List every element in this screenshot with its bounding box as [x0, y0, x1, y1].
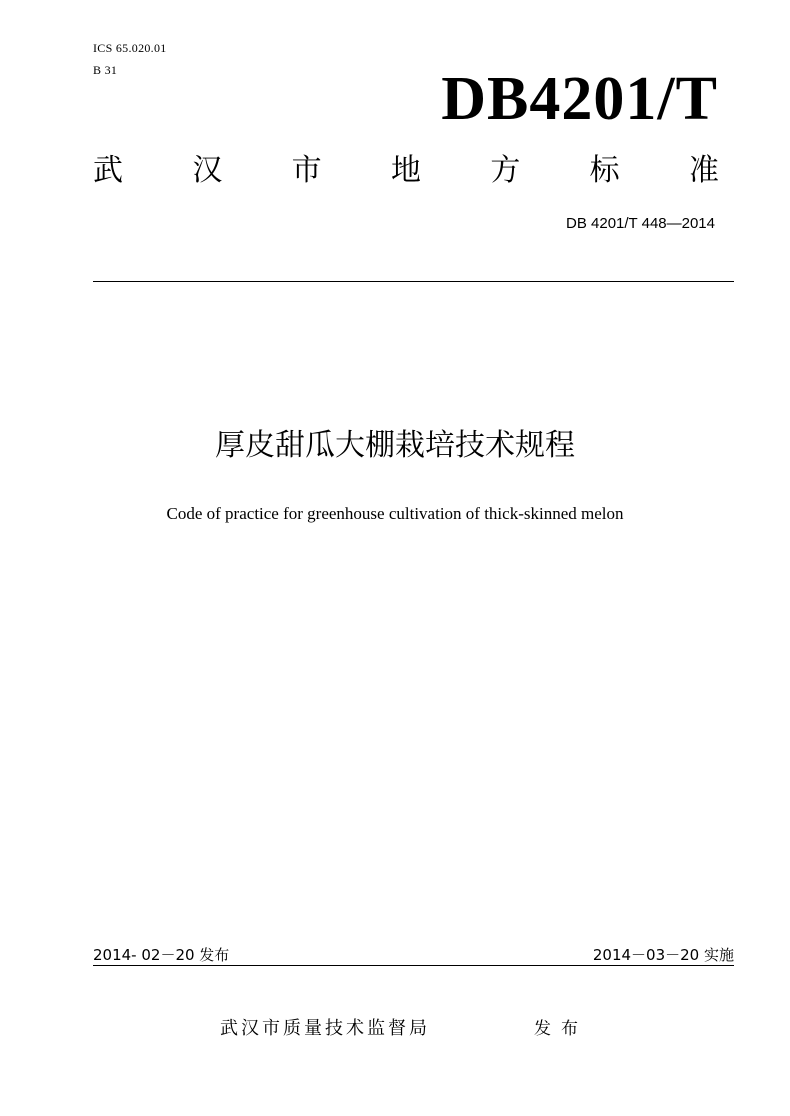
title-chinese: 厚皮甜瓜大棚栽培技术规程 [215, 428, 575, 463]
standard-type-char: 汉 [192, 153, 223, 188]
issuing-authority: 武汉市质量技术监督局 [220, 1018, 430, 1039]
publish-date: 2014- 02－20 发布 [93, 946, 230, 964]
standard-code: DB4201/T [441, 65, 718, 133]
ccs-code: B 31 [93, 63, 118, 77]
standard-type-char: 准 [688, 153, 719, 188]
title-english: Code of practice for greenhouse cultivation of thick-skinned melon [166, 504, 624, 523]
document-number: DB 4201/T 448—2014 [566, 215, 715, 232]
standard-type-char: 地 [390, 153, 421, 188]
issue-label: 发布 [534, 1019, 588, 1039]
standard-type-char: 方 [490, 153, 521, 188]
standard-type-char: 武 [93, 153, 123, 188]
standard-type [93, 150, 719, 192]
implement-date: 2014－03－20 实施 [592, 946, 734, 964]
footer-divider [93, 965, 734, 966]
standard-type-char: 标 [589, 153, 620, 188]
ics-code: ICS 65.020.01 [93, 41, 167, 55]
header-divider [93, 281, 734, 282]
standard-type-char: 市 [291, 153, 322, 188]
